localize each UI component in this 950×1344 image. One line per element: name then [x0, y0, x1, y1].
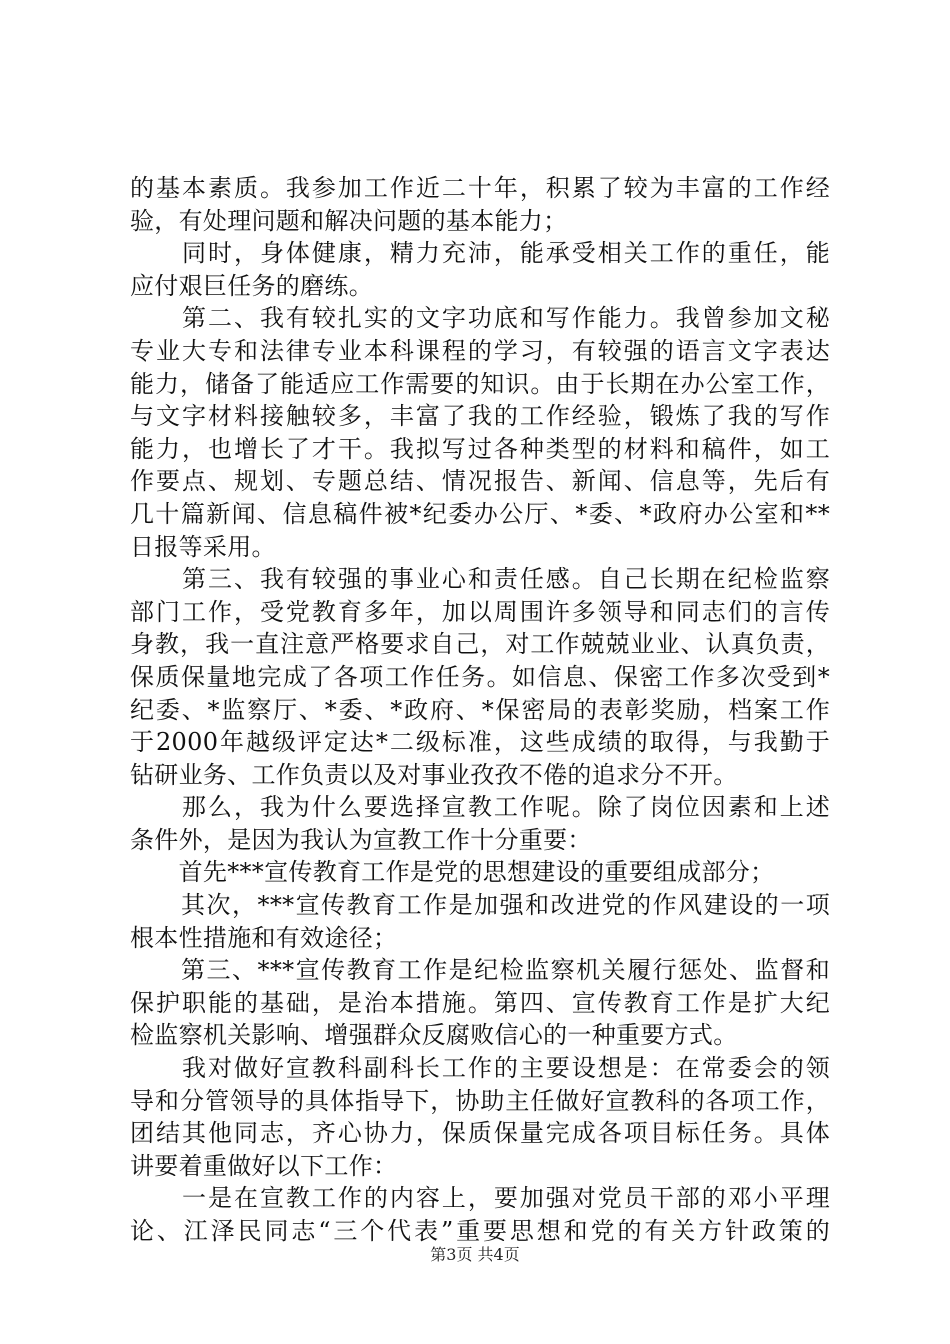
text-line: 保质保量地完成了各项工作任务。如信息、保密工作多次受到* [130, 662, 830, 691]
text-line: 一是在宣教工作的内容上，要加强对党员干部的邓小平理 [130, 1184, 830, 1213]
text-line: 那么，我为什么要选择宣教工作呢。除了岗位因素和上述 [130, 793, 830, 822]
text-line: 条件外，是因为我认为宣教工作十分重要： [130, 825, 592, 854]
text-line: 首先***宣传教育工作是党的思想建设的重要组成部分； [130, 858, 775, 887]
text-line: 钻研业务、工作负责以及对事业孜孜不倦的追求分不开。 [130, 760, 738, 789]
text-line: 部门工作，受党教育多年，加以周围许多领导和同志们的言传 [130, 597, 830, 626]
text-line: 几十篇新闻、信息稿件被*纪委办公厅、*委、*政府办公室和** [130, 499, 830, 528]
text-line: 检监察机关影响、增强群众反腐败信心的一种重要方式。 [130, 1021, 738, 1050]
text-line: 第三、我有较强的事业心和责任感。自己长期在纪检监察 [130, 565, 830, 594]
text-line: 第三、***宣传教育工作是纪检监察机关履行惩处、监督和 [130, 956, 830, 985]
text-line: 讲要着重做好以下工作： [130, 1151, 398, 1180]
text-line: 应付艰巨任务的磨练。 [130, 271, 373, 300]
text-line: 身教，我一直注意严格要求自己，对工作兢兢业业、认真负责， [130, 630, 830, 659]
body-text [130, 172, 830, 1248]
text-line: 验，有处理问题和解决问题的基本能力； [130, 206, 568, 235]
text-line: 能力，储备了能适应工作需要的知识。由于长期在办公室工作， [130, 369, 830, 398]
text-line: 日报等采用。 [130, 532, 276, 561]
text-line: 我对做好宣教科副科长工作的主要设想是：在常委会的领 [130, 1054, 830, 1083]
text-line: 团结其他同志，齐心协力，保质保量完成各项目标任务。具体 [130, 1119, 830, 1148]
text-line: 的基本素质。我参加工作近二十年，积累了较为丰富的工作经 [130, 174, 830, 202]
text-line: 纪委、*监察厅、*委、*政府、*保密局的表彰奖励，档案工作 [130, 695, 830, 724]
text-line: 论、江泽民同志“三个代表”重要思想和党的有关方针政策的 [130, 1217, 830, 1245]
text-line: 保护职能的基础，是治本措施。第四、宣传教育工作是扩大纪 [130, 988, 830, 1017]
text-line: 其次，***宣传教育工作是加强和改进党的作风建设的一项 [130, 891, 830, 920]
text-line: 于2000年越级评定达*二级标准，这些成绩的取得，与我勤于 [130, 728, 830, 757]
text-line: 第二、我有较扎实的文字功底和写作能力。我曾参加文秘 [130, 304, 830, 333]
page-footer: 第3页 共4页 [430, 1245, 520, 1264]
text-line: 作要点、规划、专题总结、情况报告、新闻、信息等，先后有 [130, 467, 830, 496]
text-line: 专业大专和法律专业本科课程的学习，有较强的语言文字表达 [130, 336, 830, 365]
text-line: 导和分管领导的具体指导下，协助主任做好宣教科的各项工作， [130, 1086, 830, 1115]
text-line: 根本性措施和有效途径； [130, 923, 398, 952]
text-line: 与文字材料接触较多，丰富了我的工作经验，锻炼了我的写作 [130, 402, 830, 431]
text-line: 同时，身体健康，精力充沛，能承受相关工作的重任，能 [130, 239, 830, 268]
text-line: 能力，也增长了才干。我拟写过各种类型的材料和稿件，如工 [130, 434, 830, 463]
